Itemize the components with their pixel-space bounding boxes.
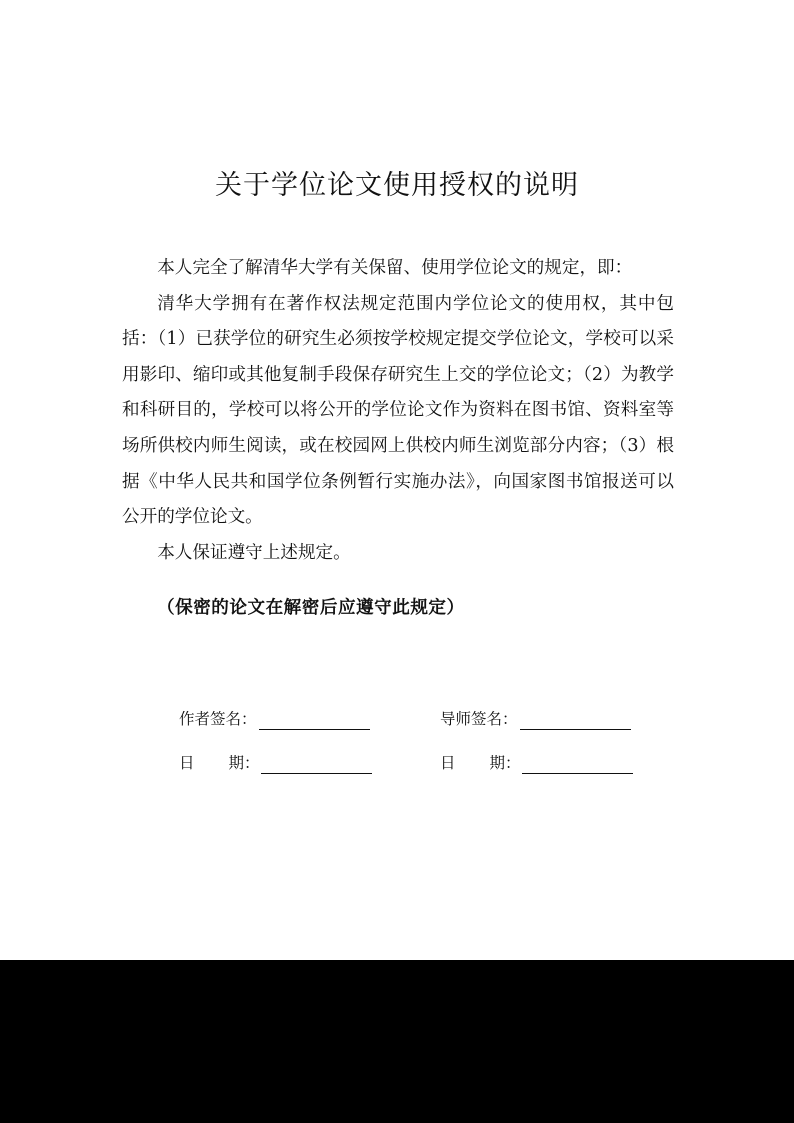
date-char-period: 期： (228, 754, 260, 772)
confidential-note: （保密的论文在解密后应遵守此规定） (157, 598, 465, 618)
paragraph-rights: 清华大学拥有在著作权法规定范围内学位论文的使用权，其中包括：（1）已获学位的研究生必须按学校规定提交学位论文，学校可以采用影印、缩印或其他复制手段保存研究生上交的学位论文；（2）为教学和科研目的，学校可以将公开的学位论文作为资料在图书馆、资料室等场所供校内师生阅读，或在校园网上供校内师生浏览部分内容；（3）根据《中华人民共和国学位条例暂行实施办法》，向国家图书馆报送可以公开的学位论文。 (122, 293, 674, 528)
advisor-date-label (440, 752, 520, 774)
author-signature-label: 作者签名： (179, 710, 257, 728)
bottom-black-band (0, 960, 794, 1123)
date-char-period: 期： (489, 754, 521, 772)
author-signature-line[interactable] (259, 711, 370, 730)
paragraph-guarantee: 本人保证遵守上述规定。 (157, 542, 351, 563)
author-date-row (179, 752, 372, 774)
date-char-day: 日 (440, 754, 456, 772)
advisor-signature-line[interactable] (520, 711, 631, 730)
author-date-line[interactable] (261, 755, 372, 774)
advisor-signature-label: 导师签名： (440, 710, 518, 728)
paragraph-intro: 本人完全了解清华大学有关保留、使用学位论文的规定，即： (157, 258, 633, 278)
advisor-date-row (440, 752, 633, 774)
date-char-day: 日 (179, 754, 195, 772)
advisor-signature-row (440, 708, 631, 730)
document-title: 关于学位论文使用授权的说明 (215, 170, 579, 201)
author-signature-row (179, 708, 370, 730)
advisor-date-line[interactable] (522, 755, 633, 774)
document-body (122, 251, 674, 571)
author-date-label (179, 752, 259, 774)
